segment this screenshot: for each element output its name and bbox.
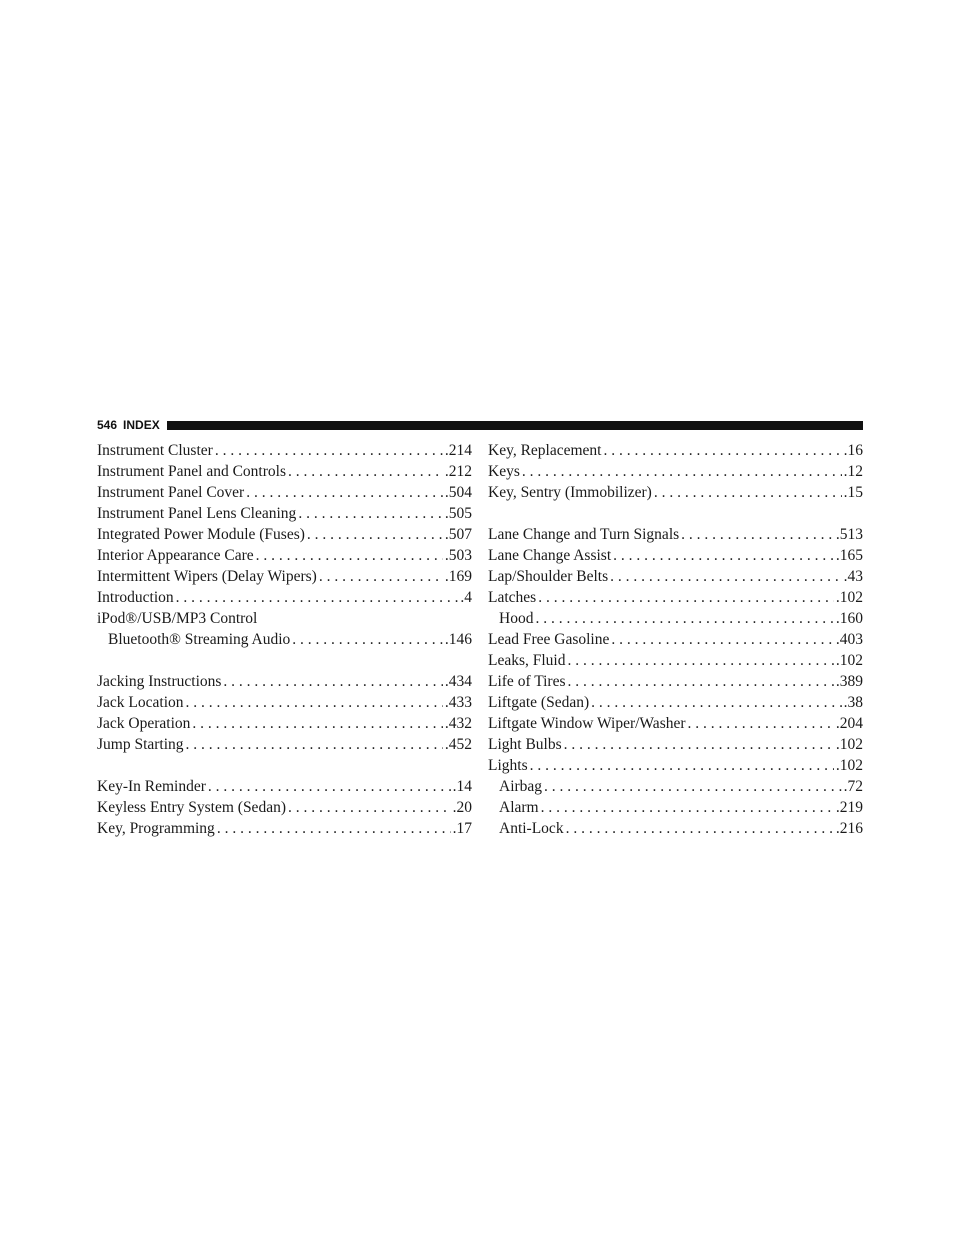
dot-leader <box>208 776 451 797</box>
index-page-number: .102 <box>835 589 863 606</box>
index-term: Jack Operation <box>97 715 191 732</box>
index-term: Keyless Entry System (Sedan) <box>97 799 286 816</box>
index-page-number: .212 <box>444 463 472 480</box>
index-entry <box>488 755 863 776</box>
index-entry <box>488 734 863 755</box>
index-term: Latches <box>488 589 537 606</box>
index-term: Bluetooth® Streaming Audio <box>108 631 291 648</box>
dot-leader <box>223 671 442 692</box>
dot-leader <box>530 755 834 776</box>
index-page-number: .4 <box>460 589 472 606</box>
index-page-number: .219 <box>835 799 863 816</box>
index-term: Hood <box>499 610 534 627</box>
index-term: Life of Tires <box>488 673 566 690</box>
index-entry <box>488 629 863 650</box>
index-term: Key, Replacement <box>488 442 602 459</box>
index-columns <box>97 440 863 839</box>
dot-leader <box>681 524 834 545</box>
dot-leader <box>288 797 451 818</box>
dot-leader <box>544 776 842 797</box>
index-entry <box>97 818 472 839</box>
index-entry <box>97 713 472 734</box>
dot-leader <box>307 524 443 545</box>
index-subentry <box>97 629 472 650</box>
index-term: Jump Starting <box>97 736 184 753</box>
page-header <box>97 416 863 434</box>
index-page-number: .403 <box>835 631 863 648</box>
index-term: Alarm <box>499 799 539 816</box>
index-entry <box>97 671 472 692</box>
index-page-number: .503 <box>444 547 472 564</box>
index-entry <box>97 545 472 566</box>
index-term: Instrument Cluster <box>97 442 213 459</box>
index-entry <box>97 692 472 713</box>
index-entry <box>488 461 863 482</box>
index-page-number: .452 <box>444 736 472 753</box>
index-term: Airbag <box>499 778 543 795</box>
dot-leader <box>215 440 443 461</box>
index-page-number: .433 <box>444 694 472 711</box>
index-page-number: .507 <box>444 526 472 543</box>
dot-leader <box>298 503 443 524</box>
index-entry <box>488 692 863 713</box>
index-entry <box>97 566 472 587</box>
dot-leader <box>688 713 834 734</box>
index-page-number: .15 <box>843 484 863 501</box>
index-term: Interior Appearance Care <box>97 547 254 564</box>
index-page-number: .146 <box>444 631 472 648</box>
index-entry <box>488 440 863 461</box>
index-term: Instrument Panel Cover <box>97 484 245 501</box>
index-term: Lap/Shoulder Belts <box>488 568 609 585</box>
index-term: Key, Programming <box>97 820 215 837</box>
dot-leader <box>591 692 841 713</box>
index-page-number: .38 <box>843 694 863 711</box>
index-column-left <box>97 440 472 839</box>
index-page-number: .20 <box>452 799 472 816</box>
index-page-number: .204 <box>835 715 863 732</box>
index-page-number: .102 <box>835 736 863 753</box>
dot-leader <box>319 566 443 587</box>
index-term: Liftgate (Sedan) <box>488 694 590 711</box>
index-entry <box>488 524 863 545</box>
index-term: Instrument Panel and Controls <box>97 463 286 480</box>
index-page-number: .102 <box>835 652 863 669</box>
index-term: Jack Location <box>97 694 184 711</box>
index-page-number: .505 <box>444 505 472 522</box>
dot-leader <box>176 587 459 608</box>
index-page-number: .72 <box>843 778 863 795</box>
index-entry <box>97 482 472 503</box>
index-term: Liftgate Window Wiper/Washer <box>488 715 686 732</box>
dot-leader <box>288 461 443 482</box>
index-page-number: .102 <box>835 757 863 774</box>
index-page-number: .389 <box>835 673 863 690</box>
index-entry <box>97 461 472 482</box>
index-term: Light Bulbs <box>488 736 562 753</box>
index-page-number: .513 <box>835 526 863 543</box>
index-subentry <box>488 797 863 818</box>
index-entry <box>97 587 472 608</box>
dot-leader <box>603 440 841 461</box>
page-number: 546 <box>97 418 118 432</box>
dot-leader <box>568 671 834 692</box>
index-page-number: .434 <box>444 673 472 690</box>
index-group-gap <box>97 755 472 776</box>
index-page-number: .169 <box>444 568 472 585</box>
index-term: Lane Change Assist <box>488 547 612 564</box>
index-term: Jacking Instructions <box>97 673 222 690</box>
dot-leader <box>538 587 834 608</box>
section-title: INDEX <box>123 418 160 432</box>
index-entry <box>488 713 863 734</box>
index-entry <box>97 440 472 461</box>
index-entry <box>488 482 863 503</box>
index-subentry <box>488 776 863 797</box>
index-term: Instrument Panel Lens Cleaning <box>97 505 297 522</box>
index-entry <box>97 503 472 524</box>
index-term: Introduction <box>97 589 174 606</box>
dot-leader <box>522 461 842 482</box>
index-entry <box>97 608 472 629</box>
dot-leader <box>610 566 842 587</box>
index-page-number: .17 <box>452 820 472 837</box>
index-entry <box>97 734 472 755</box>
index-page-number: .160 <box>835 610 863 627</box>
index-entry <box>97 797 472 818</box>
index-column-right <box>488 440 863 839</box>
index-page-number: .216 <box>835 820 863 837</box>
index-entry <box>97 524 472 545</box>
index-page-number: .43 <box>843 568 863 585</box>
index-term: iPod®/USB/MP3 Control <box>97 610 258 627</box>
index-subentry <box>488 608 863 629</box>
dot-leader <box>192 713 442 734</box>
index-page-number: .504 <box>444 484 472 501</box>
index-term: Leaks, Fluid <box>488 652 566 669</box>
dot-leader <box>541 797 834 818</box>
index-group-gap <box>97 650 472 671</box>
index-entry <box>488 671 863 692</box>
index-term: Anti-Lock <box>499 820 564 837</box>
index-group-gap <box>488 503 863 524</box>
dot-leader <box>256 545 443 566</box>
dot-leader <box>292 629 443 650</box>
dot-leader <box>217 818 451 839</box>
index-subentry <box>488 818 863 839</box>
index-page-number: .14 <box>452 778 472 795</box>
dot-leader <box>568 650 834 671</box>
index-term: Key, Sentry (Immobilizer) <box>488 484 652 501</box>
dot-leader <box>564 734 834 755</box>
index-page-number: .165 <box>835 547 863 564</box>
index-entry <box>488 545 863 566</box>
index-term: Keys <box>488 463 520 480</box>
header-rule <box>167 421 863 430</box>
dot-leader <box>566 818 834 839</box>
index-entry <box>488 566 863 587</box>
index-term: Lead Free Gasoline <box>488 631 610 648</box>
index-term: Intermittent Wipers (Delay Wipers) <box>97 568 317 585</box>
dot-leader <box>535 608 833 629</box>
index-term: Lane Change and Turn Signals <box>488 526 680 543</box>
dot-leader <box>613 545 834 566</box>
index-page-number: .214 <box>444 442 472 459</box>
index-entry <box>488 650 863 671</box>
dot-leader <box>654 482 842 503</box>
index-term: Key-In Reminder <box>97 778 206 795</box>
dot-leader <box>186 734 443 755</box>
index-term: Integrated Power Module (Fuses) <box>97 526 305 543</box>
index-term: Lights <box>488 757 528 774</box>
index-entry <box>97 776 472 797</box>
dot-leader <box>611 629 834 650</box>
index-page-number: .432 <box>444 715 472 732</box>
index-page-number: .12 <box>843 463 863 480</box>
index-entry <box>488 587 863 608</box>
dot-leader <box>246 482 443 503</box>
dot-leader <box>186 692 443 713</box>
index-page-number: .16 <box>843 442 863 459</box>
